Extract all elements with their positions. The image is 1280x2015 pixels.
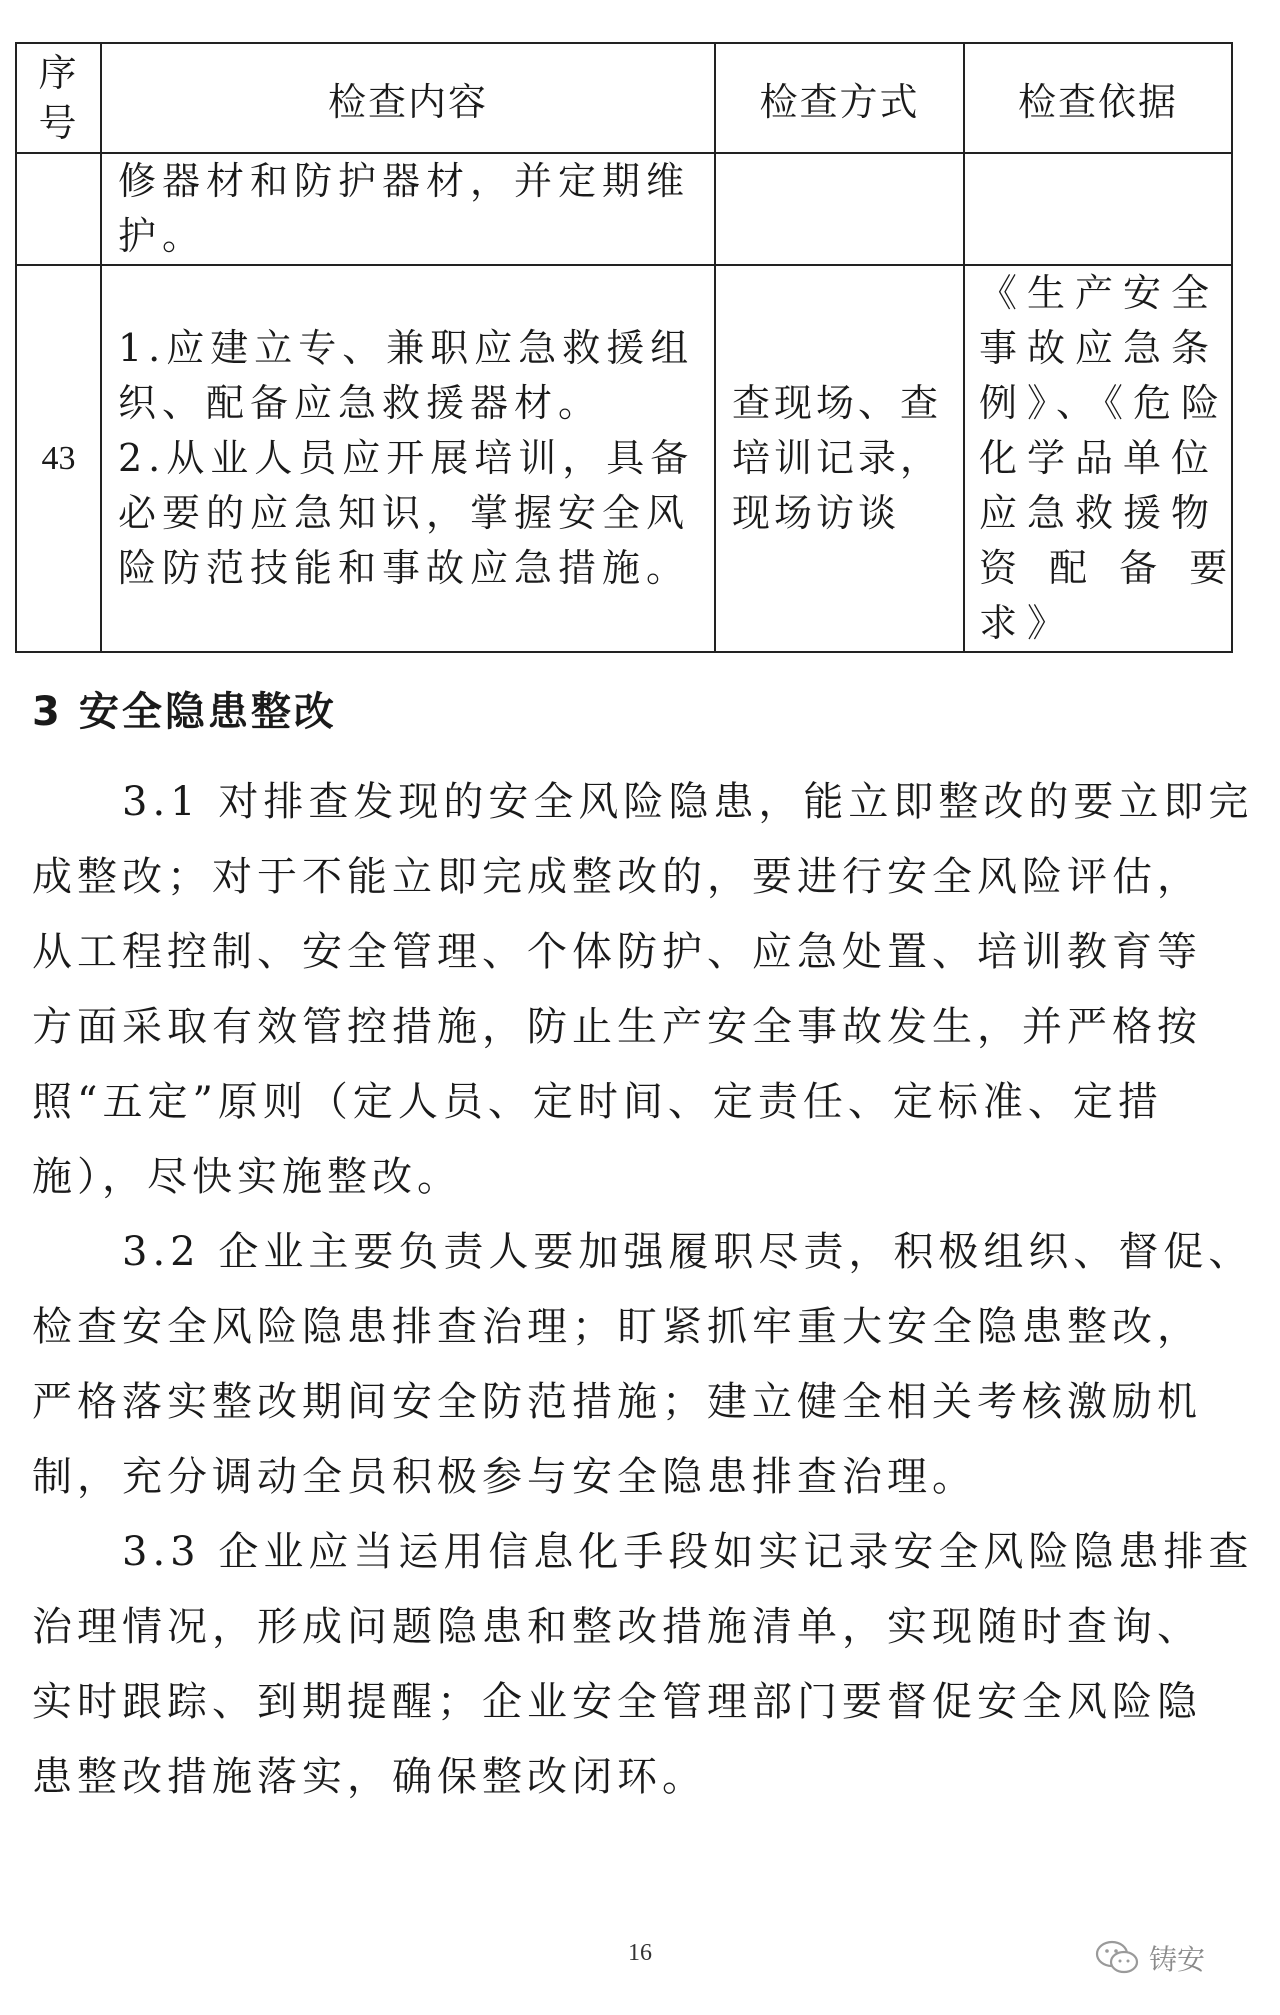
table-row xyxy=(16,265,1232,652)
paragraph-3-3: 3.3 企业应当运用信息化手段如实记录安全风险隐患排查 治理情况，形成问题隐患和整改措施清单，实现随时查询、 实时跟踪、到期提醒；企业安全管理部门要督促安全风险隐 患整改措施落实，确保整改闭环。 xyxy=(32,1529,1254,1800)
paragraph-3-2: 3.2 企业主要负责人要加强履职尽责，积极组织、督促、 检查安全风险隐患排查治理；盯紧抓牢重大安全隐患整改， 严格落实整改期间安全防范措施；建立健全相关考核激励机 制，充分调动全员积极参与安全隐患排查治理。 xyxy=(32,1229,1254,1500)
row-method xyxy=(715,153,964,265)
row-basis: 《生产安全 事故应急条 例》、《危险 化学品单位 应急救援物 资 配 备 要 求》 xyxy=(964,265,1232,652)
paragraph-3-1: 3.1 对排查发现的安全风险隐患，能立即整改的要立即完 成整改；对于不能立即完成整改的，要进行安全风险评估， 从工程控制、安全管理、个体防护、应急处置、培训教育等 方面采取有效管控措施，防止生产安全事故发生，并严格按 照“五定”原则（定人员、定时间、定责任、定标准、定措 施），尽快实施整改。 xyxy=(32,779,1254,1200)
row-basis xyxy=(964,153,1232,265)
row-content: 修器材和防护器材，并定期维 护。 xyxy=(101,153,715,265)
table-header-row xyxy=(16,43,1232,153)
page-number: 16 xyxy=(628,1940,652,1966)
header-check-method: 检查方式 xyxy=(715,43,964,153)
section-number: 3 xyxy=(32,689,63,735)
row-number xyxy=(16,153,101,265)
row-content: 1.应建立专、兼职应急救援组 织、配备应急救援器材。 2.从业人员应开展培训，具备 必要的应急知识，掌握安全风 险防范技能和事故应急措施。 xyxy=(101,265,715,652)
watermark xyxy=(1095,1938,1205,1978)
section-title: 安全隐患整改 xyxy=(78,689,337,735)
row-method: 查现场、查 培训记录， 现场访谈 xyxy=(715,265,964,652)
inspection-table xyxy=(15,42,1238,653)
wechat-icon xyxy=(1095,1940,1139,1976)
table-row xyxy=(16,153,1232,265)
header-check-basis: 检查依据 xyxy=(964,43,1232,153)
section-heading xyxy=(32,680,337,737)
header-check-content: 检查内容 xyxy=(101,43,715,153)
row-number: 43 xyxy=(16,265,101,652)
header-serial-number: 序 号 xyxy=(16,43,101,153)
watermark-text: 铸安 xyxy=(1149,1943,1206,1976)
